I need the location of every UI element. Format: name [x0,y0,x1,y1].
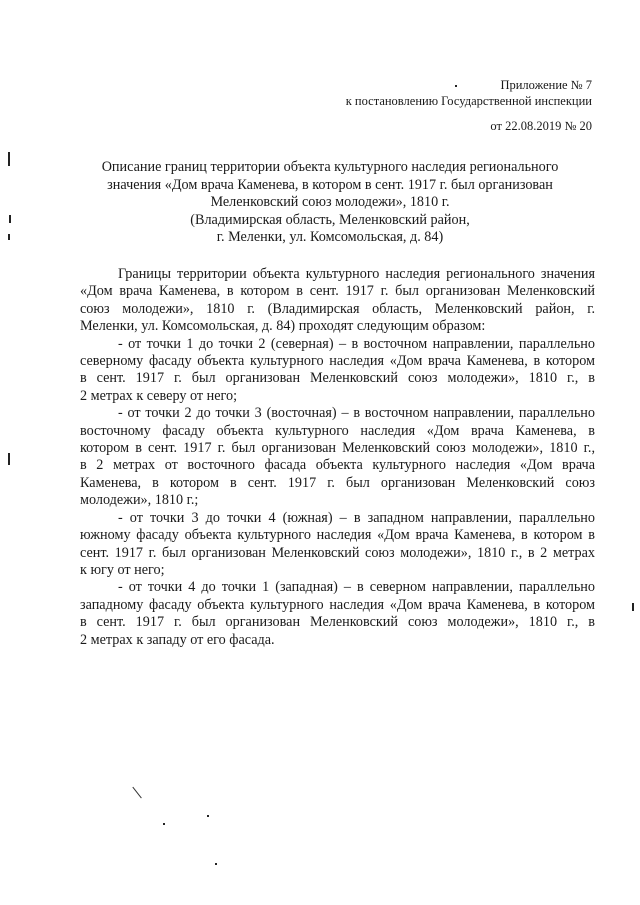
title-line: значения «Дом врача Каменева, в котором в сент. 1917 г. был организован [107,176,553,193]
scan-dot-1 [163,823,165,825]
text-line: к югу от него; [80,561,165,578]
scan-mark-left-3 [8,234,10,240]
text-line: «Дом врача Каменева, в котором в сент. 1917 г. был организован Меленковский [80,283,595,300]
boundary-paragraph-east [80,405,595,509]
text-line: котором в сент. 1917 г. был организован Меленковский союз молодежи», 1810 г., [80,440,595,457]
appendix-number: Приложение № 7 [500,78,592,92]
boundary-paragraph-north [80,336,595,406]
text-line: - от точки 3 до точки 4 (южная) – в западном направлении, параллельно [118,509,595,526]
appendix-reference: к постановлению Государственной инспекции [345,94,592,108]
text-line: - от точки 1 до точки 2 (северная) – в восточном направлении, параллельно [118,335,595,352]
text-line: 2 метрах к северу от него; [80,387,238,404]
intro-paragraph [80,266,595,336]
text-line: 2 метрах к западу от его фасада. [80,631,275,648]
text-line: Границы территории объекта культурного наследия регионального значения [118,266,595,282]
scan-dot-3 [215,863,217,865]
text-line: Меленки, ул. Комсомольская, д. 84) проходят следующим образом: [80,318,486,335]
text-line: южному фасаду объекта культурного наследия «Дом врача Каменева, в котором в [80,527,595,544]
text-line: северному фасаду объекта культурного наследия «Дом врача Каменева, в котором [80,353,595,370]
text-line: в 2 метрах от восточного фасада объекта культурного наследия «Дом врача [80,457,595,474]
resolution-date-number: от 22.08.2019 № 20 [490,119,592,133]
text-line: в сент. 1917 г. был организован Меленковский союз молодежи», 1810 г., в [80,614,595,631]
boundary-paragraph-south [80,510,595,580]
title-line: г. Меленки, ул. Комсомольская, д. 84) [216,229,444,246]
boundary-paragraph-west [80,579,595,649]
text-line: западному фасаду объекта культурного наследия «Дом врача Каменева, в котором [80,596,595,613]
scan-mark-top [455,85,457,87]
scan-dot-4 [632,603,634,611]
title-line: Меленковский союз молодежи», 1810 г. [210,194,450,211]
scan-mark-left-1 [8,152,10,166]
text-line: восточному фасаду объекта культурного наследия «Дом врача Каменева, в [80,422,595,439]
title-line: (Владимирская область, Меленковский район, [190,211,470,228]
text-line: - от точки 4 до точки 1 (западная) – в северном направлении, параллельно [118,579,595,596]
text-line: в сент. 1917 г. был организован Меленковский союз молодежи», 1810 г., в [80,370,595,387]
text-line: - от точки 2 до точки 3 (восточная) – в восточном направлении, параллельно [118,405,595,422]
text-line: Каменева, в котором в сент. 1917 г. был организован Меленковский союз [80,474,595,491]
scan-mark-left-2 [9,215,11,223]
scan-mark-left-4 [8,453,10,465]
title-line: Описание границ территории объекта культурного наследия регионального [101,159,559,175]
text-line: молодежи», 1810 г.; [80,492,199,509]
document-title [70,159,590,247]
pen-stroke-mark [132,787,142,799]
document-body [80,266,595,649]
text-line: сент. 1917 г. был организован Меленковский союз молодежи», 1810 г., в 2 метрах [80,544,595,561]
scan-dot-2 [207,815,209,817]
text-line: союз молодежи», 1810 г. (Владимирская область, Меленковский район, г. [80,300,595,317]
